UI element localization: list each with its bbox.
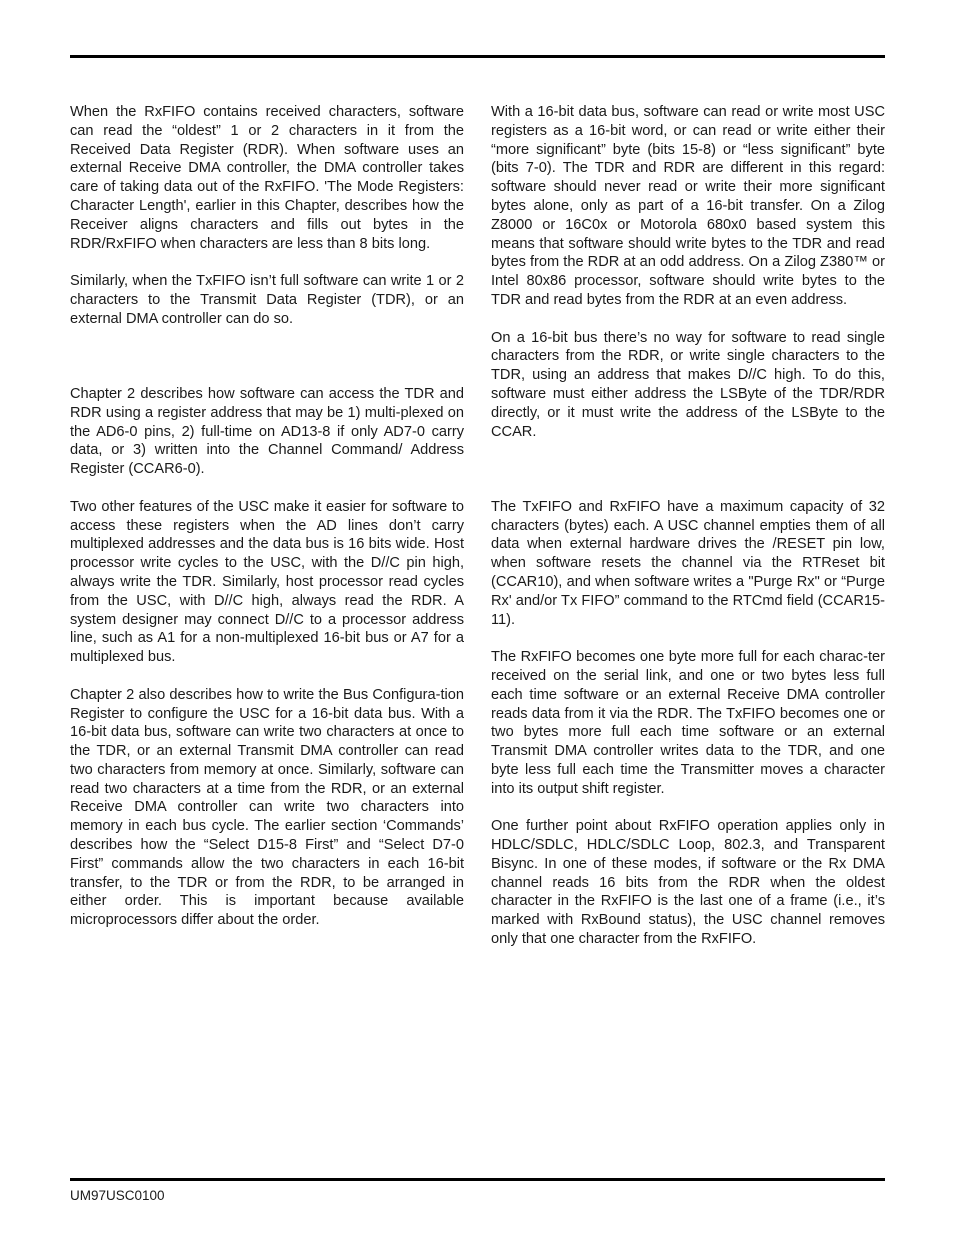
left-column [70,103,464,930]
left-paragraph-2: Similarly, when the TxFIFO isn’t full software can write 1 or 2 characters to the Transmit Data Register (TDR), or an external DMA controller can do so. [70,273,464,327]
right-column [491,103,885,949]
right-paragraph-2: On a 16-bit bus there’s no way for software to read single characters from the RDR, or write single characters to the TDR, using an address that makes D//C high. To do this, software must either address the LSByte of the TDR/RDR directly, or it must write the address of the LSByte to the CCAR. [491,329,885,440]
left-paragraph-1: When the RxFIFO contains received characters, software can read the “oldest” 1 or 2 characters in it from the Received Data Register (RDR). When software uses an external Receive DMA controller, the DMA controller takes care of taking data out of the RxFIFO. 'The Mode Registers: Character Length', earlier in this Chapter, describes how the Receiver aligns characters and fills out bytes in the RDR/RxFIFO when characters are less than 8 bits long. [70,104,464,252]
right-paragraph-3: The TxFIFO and RxFIFO have a maximum capacity of 32 characters (bytes) each. A USC channel empties them of all data when external hardware drives the /RESET pin low, when software resets the channel via the RTReset bit (CCAR10), and when software writes a "Purge Rx" or “Purge Rx' and/or Tx FIFO” command to the RTCmd field (CCAR15-11). [491,498,885,628]
right-paragraph-5: One further point about RxFIFO operation applies only in HDLC/SDLC, HDLC/SDLC Loop, 802.3, and Transparent Bisync. In one of these modes, if software or the Rx DMA channel reads 16 bits from the RDR when the oldest character in the RxFIFO is the last one of a frame (i.e., it’s marked with RxBound status), the USC channel removes only that one character from the RxFIFO. [491,818,885,948]
left-paragraph-3: Chapter 2 describes how software can access the TDR and RDR using a register address that may be 1) multi-plexed on the AD6-0 pins, 2) full-time on AD13-8 if only AD7-0 carry data, or 3) written into the Channel Command/ Address Register (CCAR6-0). [70,385,464,478]
left-paragraph-5: Chapter 2 also describes how to write the Bus Configura-tion Register to configure the USC for a 16-bit data bus. With a 16-bit data bus, software can write two characters at once to the TDR, or an external Transmit DMA controller can read two characters from memory at once. Similarly, software can read two characters at a time from the RDR, or an external Receive DMA controller can write two characters into memory in each bus cycle. The earlier section ‘Commands’ describes how the “Select D15-8 First” and “Select D7-0 First” commands allow the two characters in each 16-bit transfer, to the TDR or from the RDR, to be arranged in either order. This is important because available microprocessors differ about the order. [70,686,464,929]
right-paragraph-4: The RxFIFO becomes one byte more full for each charac-ter received on the serial link, and one or two bytes less full each time software or an external Receive DMA controller reads data from it via the RDR. The TxFIFO becomes one or two bytes more full each time software or an external Transmit DMA controller writes data to the TDR, and one byte less full each time the Transmitter moves a character into its output shift register. [491,649,885,797]
footer-rule [70,1178,885,1181]
left-paragraph-4: Two other features of the USC make it easier for software to access these registers when the AD lines don’t carry multiplexed addresses and the data bus is 16 bits wide. Host processor write cycles to the USC, with the D//C pin high, always write the TDR. Similarly, host processor read cycles from the USC, with D//C high, always read the RDR. A system designer may connect D//C to a processor address line, such as A1 for a non-multiplexed 16-bit bus or A7 for a multiplexed bus. [70,498,464,666]
right-paragraph-1: With a 16-bit data bus, software can read or write most USC registers as a 16-bit word, or can read or write either their “more significant” byte (bits 15-8) or “less significant” byte (bits 7-0). The TDR and RDR are different in this regard: software should never read or write their more significant bytes alone, only as part of a 16-bit transfer. On a Zilog Z8000 or 16C0x or Motorola 680x0 based system this means that software should write bytes to the TDR and read bytes from the RDR at an odd address. On a Zilog Z380™ or Intel 80x86 processor, software should write bytes to the TDR and read bytes from the RDR at an even address. [491,104,885,308]
header-rule [70,55,885,58]
document-id: UM97USC0100 [70,1188,165,1203]
